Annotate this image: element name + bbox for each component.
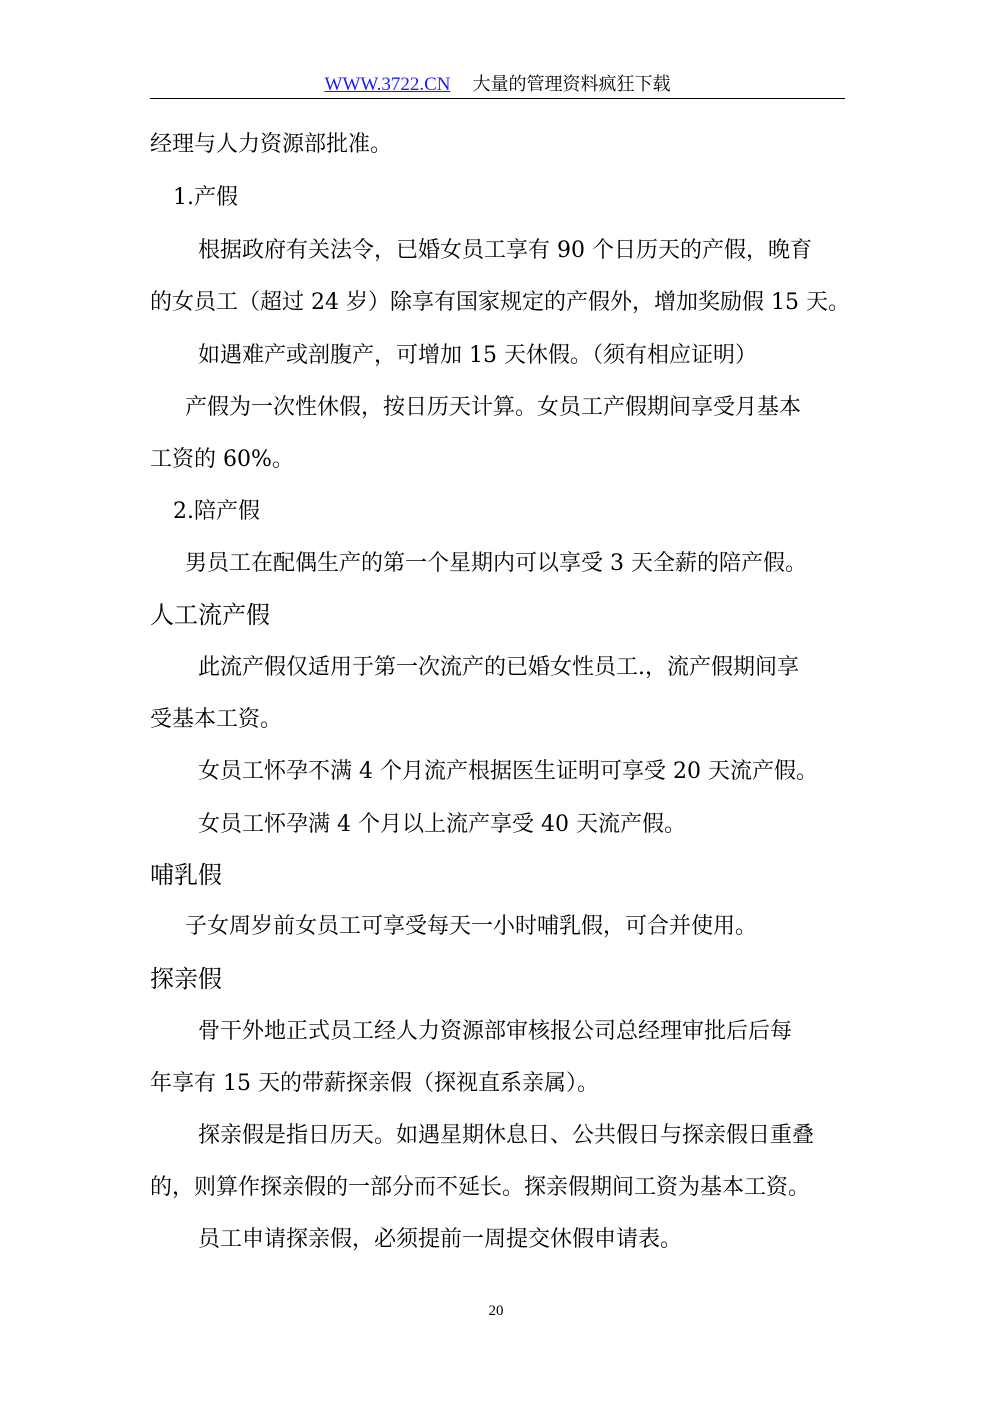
page-number: 20	[488, 1303, 504, 1319]
header-tagline: 大量的管理资料疯狂下载	[472, 74, 671, 95]
section-title-maternity-leave: 1.产假	[173, 185, 238, 210]
page-header	[150, 70, 845, 99]
paragraph-line: 探亲假是指日历天。如遇星期休息日、公共假日与探亲假日重叠	[198, 1123, 815, 1148]
paragraph-line: 女员工怀孕不满 4 个月流产根据医生证明可享受 20 天流产假。	[198, 759, 818, 784]
paragraph-line: 根据政府有关法令，已婚女员工享有 90 个日历天的产假，晚育	[198, 238, 812, 263]
paragraph-line: 子女周岁前女员工可享受每天一小时哺乳假，可合并使用。	[185, 914, 758, 939]
paragraph-line: 经理与人力资源部批准。	[150, 132, 393, 157]
paragraph-line: 的女员工（超过 24 岁）除享有国家规定的产假外，增加奖励假 15 天。	[150, 290, 850, 315]
paragraph-line: 男员工在配偶生产的第一个星期内可以享受 3 天全薪的陪产假。	[185, 551, 807, 576]
paragraph-line: 骨干外地正式员工经人力资源部审核报公司总经理审批后后每	[198, 1019, 793, 1044]
heading-abortion-leave: 人工流产假	[150, 601, 270, 629]
heading-home-leave: 探亲假	[150, 965, 222, 993]
paragraph-line: 如遇难产或剖腹产，可增加 15 天休假。（须有相应证明）	[198, 343, 757, 368]
website-link[interactable]: WWW.3722.CN	[324, 74, 451, 95]
paragraph-line: 员工申请探亲假，必须提前一周提交休假申请表。	[198, 1227, 683, 1252]
paragraph-line: 此流产假仅适用于第一次流产的已婚女性员工.，流产假期间享	[198, 655, 799, 680]
paragraph-line: 年享有 15 天的带薪探亲假（探视直系亲属）。	[150, 1071, 599, 1096]
paragraph-line: 女员工怀孕满 4 个月以上流产享受 40 天流产假。	[198, 812, 686, 837]
heading-nursing-leave: 哺乳假	[150, 861, 222, 889]
paragraph-line: 的，则算作探亲假的一部分而不延长。探亲假期间工资为基本工资。	[150, 1175, 811, 1200]
paragraph-line: 工资的 60%。	[150, 447, 294, 472]
paragraph-line: 受基本工资。	[150, 707, 283, 732]
paragraph-line: 产假为一次性休假，按日历天计算。女员工产假期间享受月基本	[185, 395, 802, 420]
section-title-paternity-leave: 2.陪产假	[173, 499, 260, 524]
